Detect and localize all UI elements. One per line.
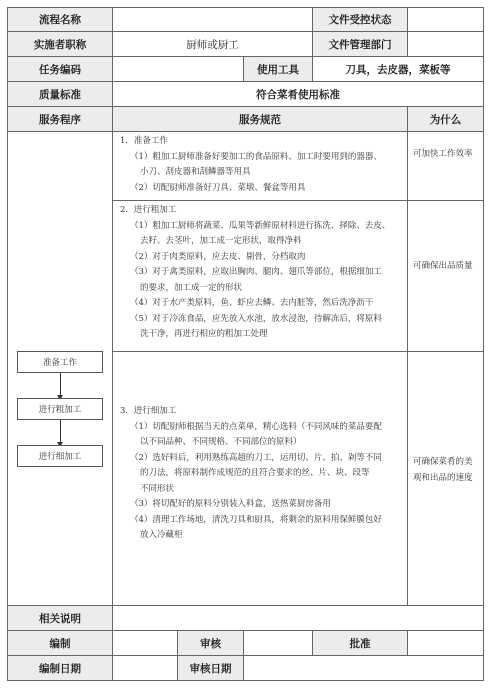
spec-section-prepare (112, 131, 408, 201)
spec-item: （2）对于肉类原料，应去皮、剔骨，分档取肉 (130, 251, 306, 262)
flow-step-prepare[interactable]: 准备工作 (17, 351, 103, 373)
why-cell-fine (407, 351, 484, 606)
flow-arrow-1 (60, 373, 61, 396)
doc-dept-value[interactable] (407, 31, 484, 57)
spec-item-cont: 洗干净，再进行相应的粗加工处理 (140, 329, 268, 339)
tools-label: 使用工具 (243, 56, 313, 82)
flowchart-panel (7, 131, 113, 606)
spec-item: （1）切配厨师根据当天的点菜单，精心选料（不同风味的菜品要配 (130, 421, 382, 432)
column-header-spec: 服务规范 (112, 106, 408, 132)
compile-date-value[interactable] (112, 655, 178, 681)
related-notes-label: 相关说明 (7, 605, 113, 631)
process-name-label: 流程名称 (7, 7, 113, 32)
spec-item: （3）对于禽类原料，应取出胸肉、腿肉、翅爪等部位，根据细加工 (130, 267, 382, 277)
approved-by-label: 批准 (312, 630, 408, 656)
spec-item-cont: 的要求，加工成一定的形状 (140, 282, 243, 293)
section-title: 1．准备工作 (120, 136, 168, 146)
why-text: 可确保菜肴的美观和出品的速度 (413, 457, 473, 483)
compile-date-label: 编制日期 (7, 655, 113, 681)
spec-item-cont: 以不同品种、不同规格、不同部位的原料） (140, 437, 302, 447)
quality-label: 质量标准 (7, 81, 113, 107)
compiled-by-label: 编制 (7, 630, 113, 656)
spec-item-cont: 去籽、去茎叶，加工成一定形状，取得净料 (140, 236, 302, 246)
section-title: 3．进行细加工 (120, 406, 177, 416)
spec-item: （4）对于水产类原料，鱼、虾应去鳞、去内脏等，然后洗净沥干 (130, 298, 374, 308)
spec-item: （1）粗加工厨师将蔬菜、瓜果等新鲜原材料进行拣洗、择除、去皮、 (130, 220, 391, 231)
spec-item-cont: 放入冷藏柜 (140, 530, 183, 540)
executor-value[interactable]: 厨师或厨工 (112, 31, 313, 57)
why-text: 可加快工作效率 (413, 149, 473, 159)
why-cell-prepare (407, 131, 484, 201)
flow-step-fine[interactable]: 进行细加工 (17, 445, 103, 467)
doc-status-label: 文件受控状态 (312, 7, 408, 32)
review-date-label: 审核日期 (177, 655, 244, 681)
spec-item-cont: 的刀法，将原料制作成规范的且符合要求的丝、片、块、段等 (140, 468, 370, 478)
doc-dept-label: 文件管理部门 (312, 31, 408, 57)
spec-item: （2）切配厨师准备好刀具、菜墩、餐盆等用具 (130, 182, 306, 193)
quality-value[interactable]: 符合菜肴使用标准 (112, 81, 484, 107)
task-code-label: 任务编码 (7, 56, 113, 82)
tools-value[interactable]: 刀具，去皮器，菜板等 (312, 56, 484, 82)
approved-by-value[interactable] (407, 630, 484, 656)
related-notes-value[interactable] (112, 605, 484, 631)
spec-item: （3）将切配好的原料分别装入料盒，送热菜厨房备用 (130, 499, 331, 509)
spec-item-cont: 不同形状 (140, 483, 175, 494)
executor-label: 实施者职称 (7, 31, 113, 57)
section-title: 2．进行粗加工 (120, 205, 177, 215)
doc-status-value[interactable] (407, 7, 484, 32)
reviewed-by-value[interactable] (243, 630, 313, 656)
spec-item: （1）粗加工厨师准备好要加工的食品原料、加工时要用到的器器、 (130, 151, 382, 162)
why-cell-rough (407, 200, 484, 352)
spec-item: （5）对于冷冻食品，应先放入水池，放水浸泡，待解冻后，将原料 (130, 313, 382, 324)
task-code-value[interactable] (112, 56, 244, 82)
why-text: 可确保出品质量 (413, 261, 473, 271)
spec-section-rough (112, 200, 408, 352)
spec-item: （4）清理工作场地，清洗刀具和厨具，将剩余的原料用保鲜膜包好 (130, 514, 382, 525)
flow-arrow-2 (60, 420, 61, 443)
spec-item-cont: 小刀、刮皮器和刮鳞器等用具 (140, 167, 251, 177)
spec-item: （2）选好料后，利用熟练高超的刀工，运用切、片、拍、剁等不同 (130, 452, 382, 463)
spec-section-fine (112, 351, 408, 606)
reviewed-by-label: 审核 (177, 630, 244, 656)
compiled-by-value[interactable] (112, 630, 178, 656)
flow-step-rough[interactable]: 进行粗加工 (17, 398, 103, 420)
column-header-why: 为什么 (407, 106, 484, 132)
review-date-value[interactable] (243, 655, 484, 681)
process-name-value[interactable] (112, 7, 313, 32)
column-header-procedure: 服务程序 (7, 106, 113, 132)
